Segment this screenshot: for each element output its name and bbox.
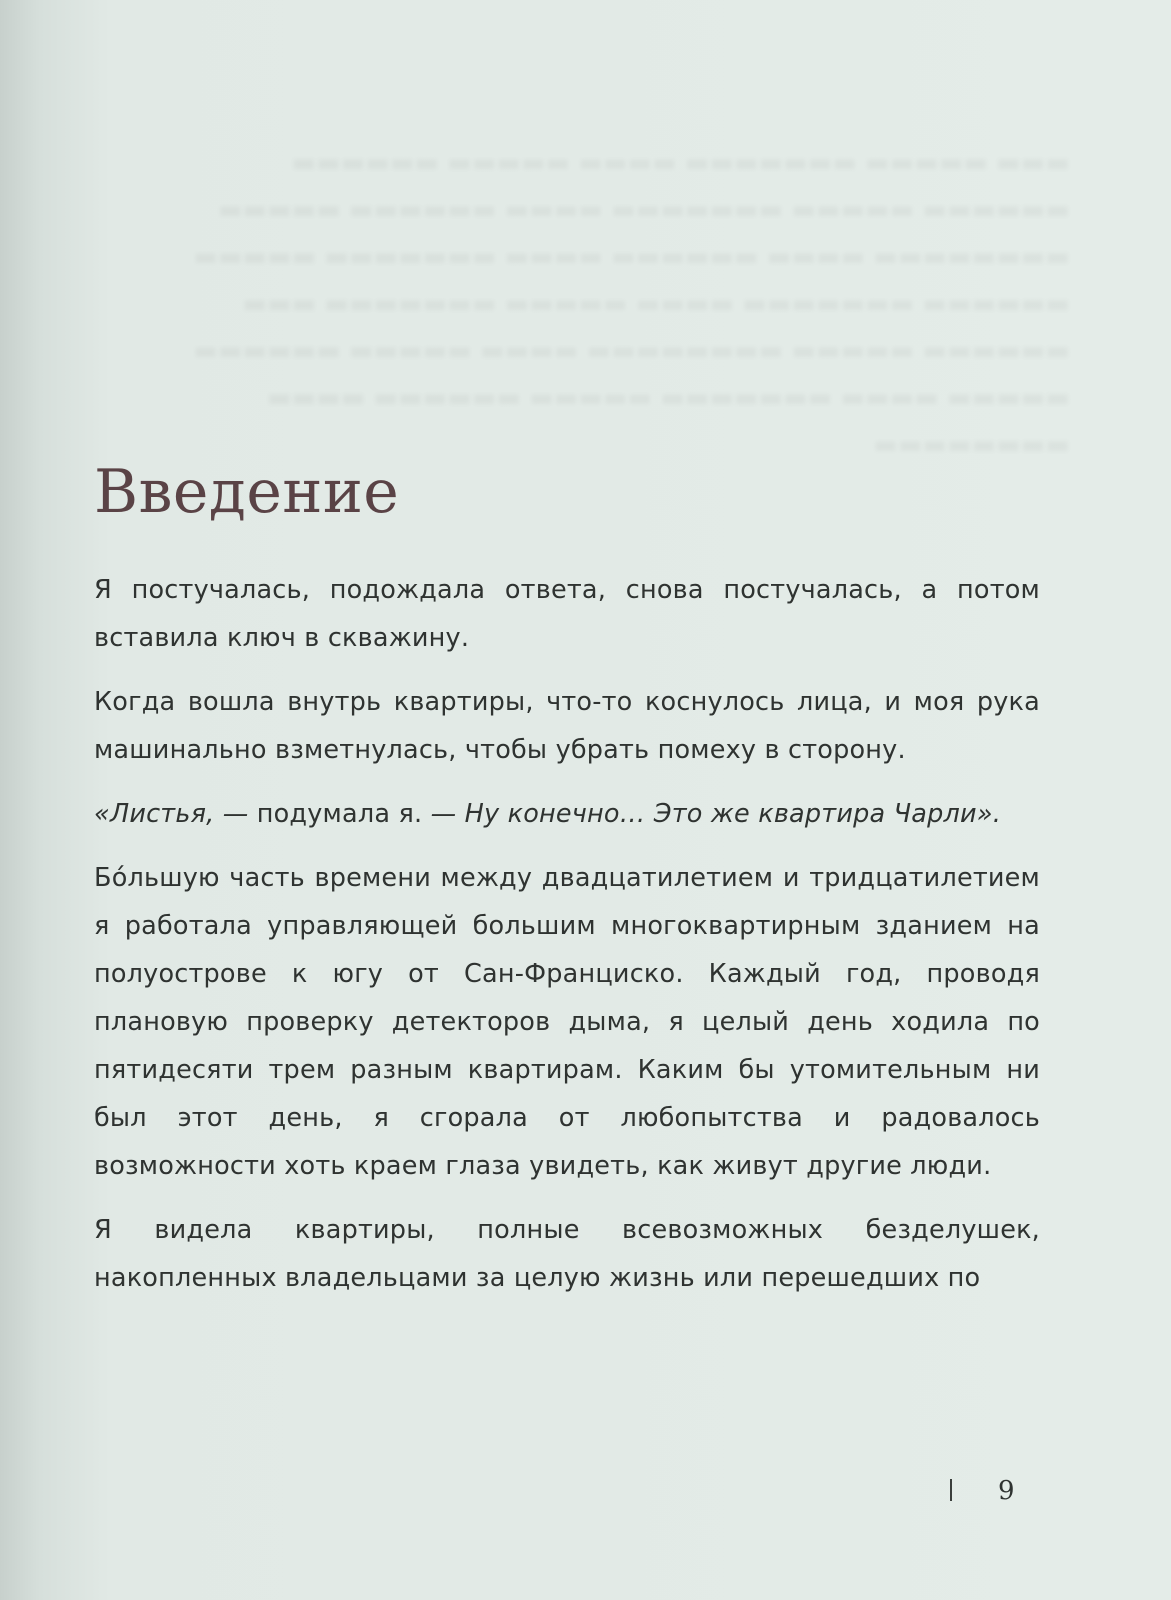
bleed-through-texture: ▬▬▬ ▬▬▬▬▬ ▬▬▬▬▬▬▬ ▬▬▬▬ ▬▬▬▬▬ ▬▬▬▬▬▬ ▬▬▬▬▬▬ ▬▬▬▬▬ ▬▬▬▬▬▬▬ ▬▬▬▬ ▬▬▬▬▬▬ ▬▬▬▬▬ ▬▬▬▬▬▬▬▬ ▬▬▬▬ ▬▬▬▬▬▬ ▬▬▬▬ ▬▬▬▬▬▬▬ ▬▬▬▬▬ ▬▬▬▬▬▬ ▬▬▬▬▬▬▬ ▬▬▬▬ ▬▬▬▬▬ ▬▬▬▬▬▬▬ ▬▬▬ ▬▬▬▬▬▬ ▬▬▬▬▬ ▬▬▬▬▬▬▬▬ ▬▬▬▬ ▬▬▬▬▬ ▬▬▬▬▬▬ ▬▬▬▬▬ ▬▬▬▬ ▬▬▬▬▬▬▬ ▬▬▬▬▬ ▬▬▬▬▬▬ ▬▬▬▬ ▬▬▬▬▬▬▬▬ xyxy=(193,148,1070,460)
page-number: 9 xyxy=(998,1476,1015,1506)
page-content xyxy=(94,452,1040,1318)
paragraph-2: Когда вошла внутрь квартиры, что-то коснулось лица, и моя рука машинально взметнулась, чтобы убрать помеху в сторону. xyxy=(94,687,1040,765)
thought-quote-start: «Листья, — xyxy=(94,799,249,829)
paragraph-4: Бóльшую часть времени между двадцатилетием и тридцатилетием я работала управляющей большим многоквартирным зданием на полуострове к югу от Сан-Франциско. Каждый год, проводя плановую проверку детекторов дыма, я целый день ходила по пятидесяти трем разным квартирам. Каким бы утомительным ни был этот день, я сгорала от любопытства и радовалось возможности хоть краем глаза увидеть, как живут другие люди. xyxy=(94,863,1040,1181)
thought-quote-end: — Ну конечно… Это же квартира Чарли». xyxy=(430,799,1002,829)
folio-separator xyxy=(950,1479,952,1501)
thought-attribution: подумала я. xyxy=(248,799,431,829)
paragraph-3-thought xyxy=(94,790,1040,838)
paragraph-5: Я видела квартиры, полные всевозможных безделушек, накопленных владельцами за целую жизнь или перешедших по xyxy=(94,1215,1040,1293)
page-footer xyxy=(950,1476,1015,1506)
paragraph-1: Я постучалась, подождала ответа, снова постучалась, а потом вставила ключ в скважину. xyxy=(94,575,1040,653)
chapter-title: Введение xyxy=(94,457,400,527)
